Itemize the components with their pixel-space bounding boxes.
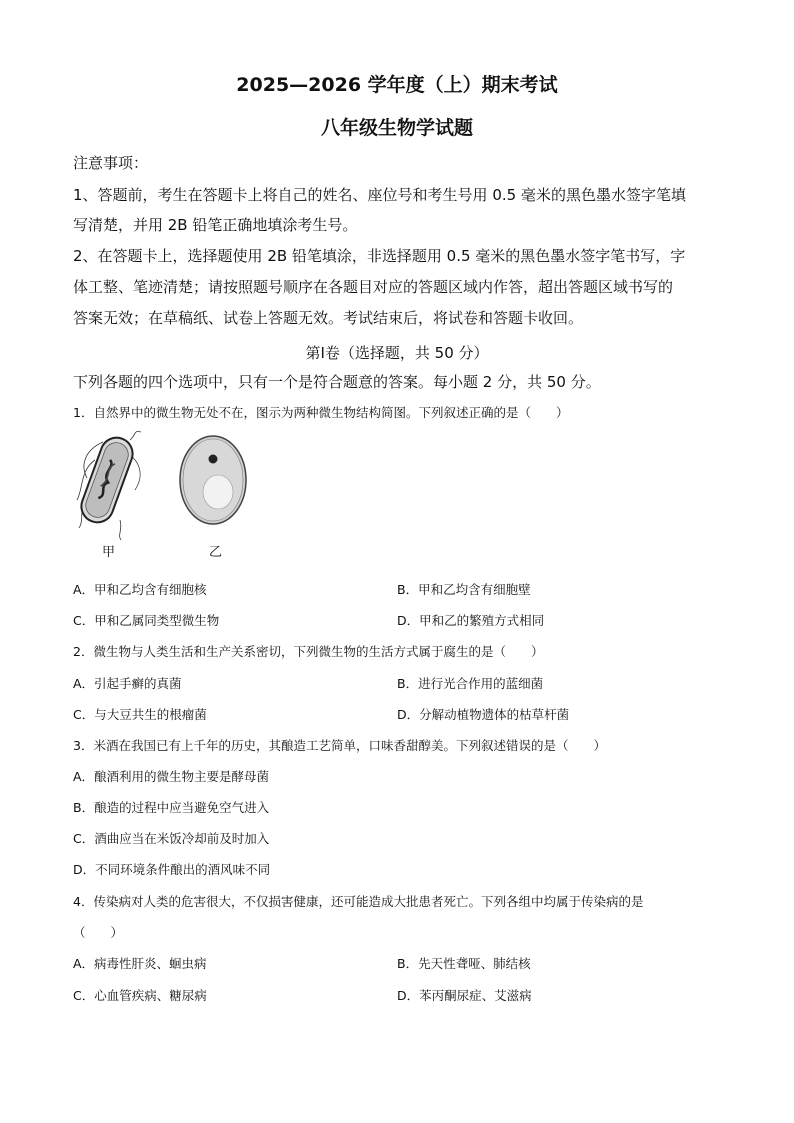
option-d[interactable]: D．甲和乙的繁殖方式相同 <box>397 613 545 628</box>
option-b[interactable]: B．进行光合作用的蓝细菌 <box>397 676 544 691</box>
section-title: 第Ⅰ卷（选择题，共 50 分） <box>305 344 489 362</box>
figure-caption-yi: 乙 <box>209 545 223 560</box>
question-2-stem: 2．微生物与人类生活和生产关系密切，下列微生物的生活方式属于腐生的是（ ） <box>73 644 544 659</box>
yeast-cell-illustration <box>180 436 246 524</box>
option-d[interactable]: D．苯丙酮尿症、艾滋病 <box>397 988 532 1003</box>
note-line: 体工整、笔迹清楚；请按照题号顺序在各题目对应的答题区域内作答，超出答题区域书写的 <box>73 278 674 296</box>
exam-title: 2025—2026 学年度（上）期末考试 <box>236 74 558 96</box>
note-line: 2、在答题卡上，选择题使用 2B 铅笔填涂，非选择题用 0.5 毫米的黑色墨水签字笔书写，字 <box>73 247 686 265</box>
option-a[interactable]: A．酿酒利用的微生物主要是酵母菌 <box>73 769 270 784</box>
note-line: 1、答题前，考生在答题卡上将自己的姓名、座位号和考生号用 0.5 毫米的黑色墨水签字笔填 <box>73 186 686 204</box>
option-c[interactable]: C．甲和乙属同类型微生物 <box>73 613 220 628</box>
figure-caption-jia: 甲 <box>102 545 116 560</box>
option-b[interactable]: B．酿造的过程中应当避免空气进入 <box>73 800 270 815</box>
option-a[interactable]: A．引起手癣的真菌 <box>73 676 182 691</box>
question-3-stem: 3．米酒在我国已有上千年的历史，其酿造工艺简单，口味香甜醇美。下列叙述错误的是（ ） <box>73 738 606 753</box>
option-c[interactable]: C．酒曲应当在米饭冷却前及时加入 <box>73 831 270 846</box>
option-b[interactable]: B．先天性聋哑、肺结核 <box>397 956 531 971</box>
note-line: 写清楚，并用 2B 铅笔正确地填涂考生号。 <box>73 216 358 234</box>
question-4-stem: 4．传染病对人类的危害很大，不仅损害健康，还可能造成大批患者死亡。下列各组中均属于传染病的是 <box>73 894 644 909</box>
option-c[interactable]: C．与大豆共生的根瘤菌 <box>73 707 207 722</box>
option-a[interactable]: A．病毒性肝炎、蛔虫病 <box>73 956 207 971</box>
question-1-stem: 1．自然界中的微生物无处不在，图示为两种微生物结构简图。下列叙述正确的是（ ） <box>73 405 569 420</box>
bacterium-illustration <box>77 431 141 540</box>
note-line: 答案无效；在草稿纸、试卷上答题无效。考试结束后，将试卷和答题卡收回。 <box>73 309 584 327</box>
notes-heading: 注意事项： <box>73 154 149 172</box>
option-d[interactable]: D．分解动植物遗体的枯草杆菌 <box>397 707 570 722</box>
exam-subtitle: 八年级生物学试题 <box>320 117 473 139</box>
option-a[interactable]: A．甲和乙均含有细胞核 <box>73 582 207 597</box>
option-c[interactable]: C．心血管疾病、糖尿病 <box>73 988 207 1003</box>
microbe-figure <box>75 430 255 540</box>
question-4-stem-cont: （ ） <box>73 925 124 940</box>
option-b[interactable]: B．甲和乙均含有细胞壁 <box>397 582 531 597</box>
section-instruction: 下列各题的四个选项中，只有一个是符合题意的答案。每小题 2 分，共 50 分。 <box>73 373 601 391</box>
option-d[interactable]: D．不同环境条件酿出的酒风味不同 <box>73 862 271 877</box>
